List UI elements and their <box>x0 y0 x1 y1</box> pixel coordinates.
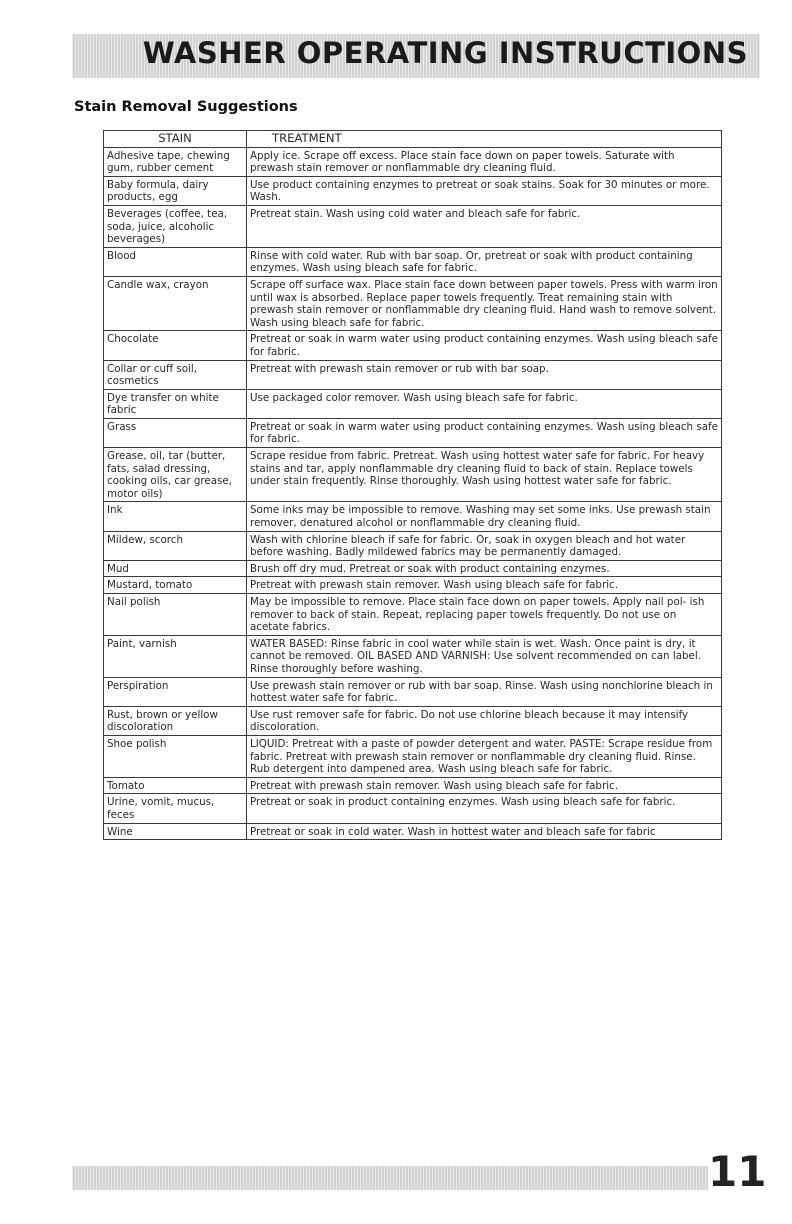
treatment-cell: Apply ice. Scrape off excess. Place stain face down on paper towels. Saturate with prewash stain remover or nonflammable dry cleaning fluid. <box>247 147 722 176</box>
treatment-cell: Use prewash stain remover or rub with bar soap. Rinse. Wash using nonchlorine bleach in hottest water safe for fabric. <box>247 677 722 706</box>
table-row <box>104 176 722 205</box>
stain-cell: Grass <box>104 418 247 447</box>
stain-removal-table <box>103 130 722 840</box>
table-row <box>104 331 722 360</box>
stain-cell: Shoe polish <box>104 735 247 777</box>
table-row <box>104 823 722 840</box>
stain-cell: Urine, vomit, mucus, feces <box>104 794 247 823</box>
table-row <box>104 502 722 531</box>
stain-cell: Paint, varnish <box>104 635 247 677</box>
table-header-row <box>104 131 722 148</box>
stain-cell: Perspiration <box>104 677 247 706</box>
treatment-cell: Pretreat or soak in cold water. Wash in hottest water and bleach safe for fabric <box>247 823 722 840</box>
table-row <box>104 777 722 794</box>
treatment-cell: Pretreat with prewash stain remover. Wash using bleach safe for fabric. <box>247 577 722 594</box>
footer-band <box>72 1166 708 1190</box>
table-row <box>104 706 722 735</box>
treatment-cell: Use packaged color remover. Wash using bleach safe for fabric. <box>247 389 722 418</box>
table-row <box>104 735 722 777</box>
stain-cell: Adhesive tape, chewing gum, rubber cement <box>104 147 247 176</box>
table-row <box>104 635 722 677</box>
table-row <box>104 560 722 577</box>
treatment-cell: Pretreat with prewash stain remover. Wash using bleach safe for fabric. <box>247 777 722 794</box>
table-row <box>104 677 722 706</box>
section-title: Stain Removal Suggestions <box>74 99 298 115</box>
table-row <box>104 418 722 447</box>
treatment-cell: Pretreat stain. Wash using cold water and bleach safe for fabric. <box>247 205 722 247</box>
stain-column-header: STAIN <box>104 131 247 148</box>
stain-cell: Nail polish <box>104 594 247 636</box>
table-row <box>104 147 722 176</box>
page-title: WASHER OPERATING INSTRUCTIONS <box>142 36 748 70</box>
stain-cell: Grease, oil, tar (butter, fats, salad dressing, cooking oils, car grease, motor oils) <box>104 448 247 502</box>
treatment-cell: Pretreat with prewash stain remover or rub with bar soap. <box>247 360 722 389</box>
stain-cell: Ink <box>104 502 247 531</box>
treatment-cell: Some inks may be impossible to remove. Washing may set some inks. Use prewash stain remover, denatured alcohol or nonflammable dry cleaning fluid. <box>247 502 722 531</box>
treatment-cell: Rinse with cold water. Rub with bar soap. Or, pretreat or soak with product containing enzymes. Wash using bleach safe for fabric. <box>247 247 722 276</box>
page-number: 11 <box>708 1147 767 1196</box>
table-row <box>104 205 722 247</box>
stain-cell: Dye transfer on white fabric <box>104 389 247 418</box>
table-row <box>104 794 722 823</box>
stain-cell: Beverages (coffee, tea, soda, juice, alcoholic beverages) <box>104 205 247 247</box>
treatment-cell: Pretreat or soak in warm water using product containing enzymes. Wash using bleach safe for fabric. <box>247 418 722 447</box>
treatment-cell: Pretreat or soak in warm water using product containing enzymes. Wash using bleach safe for fabric. <box>247 331 722 360</box>
table-row <box>104 594 722 636</box>
stain-cell: Wine <box>104 823 247 840</box>
table-row <box>104 577 722 594</box>
treatment-cell: May be impossible to remove. Place stain face down on paper towels. Apply nail pol- ish remover to back of stain. Repeat, replacing paper towels frequently. Do not use on acetate fabrics. <box>247 594 722 636</box>
table-body <box>104 147 722 840</box>
treatment-cell: LIQUID: Pretreat with a paste of powder detergent and water. PASTE: Scrape residue from fabric. Pretreat with prewash stain remover or nonflammable dry cleaning fluid. Rinse. Rub detergent into dampened area. Wash using bleach safe for fabric. <box>247 735 722 777</box>
stain-cell: Tomato <box>104 777 247 794</box>
table-row <box>104 360 722 389</box>
stain-cell: Chocolate <box>104 331 247 360</box>
treatment-cell: Pretreat or soak in product containing enzymes. Wash using bleach safe for fabric. <box>247 794 722 823</box>
stain-cell: Baby formula, dairy products, egg <box>104 176 247 205</box>
table-row <box>104 276 722 330</box>
stain-cell: Rust, brown or yellow discoloration <box>104 706 247 735</box>
treatment-cell: WATER BASED: Rinse fabric in cool water while stain is wet. Wash. Once paint is dry, it cannot be removed. OIL BASED AND VARNISH: Use solvent recommended on can label. Rinse thoroughly before washing. <box>247 635 722 677</box>
treatment-cell: Use product containing enzymes to pretreat or soak stains. Soak for 30 minutes or more. Wash. <box>247 176 722 205</box>
table-row <box>104 531 722 560</box>
treatment-column-header: TREATMENT <box>247 131 722 148</box>
stain-cell: Mustard, tomato <box>104 577 247 594</box>
treatment-cell: Scrape off surface wax. Place stain face down between paper towels. Press with warm iron until wax is absorbed. Replace paper towels frequently. Treat remaining stain with prewash stain remover or nonflammable dry cleaning fluid. Hand wash to remove solvent. Wash using bleach safe for fabric. <box>247 276 722 330</box>
treatment-cell: Wash with chlorine bleach if safe for fabric. Or, soak in oxygen bleach and hot water before washing. Badly mildewed fabrics may be permanently damaged. <box>247 531 722 560</box>
stain-cell: Collar or cuff soil, cosmetics <box>104 360 247 389</box>
table-row <box>104 389 722 418</box>
treatment-cell: Brush off dry mud. Pretreat or soak with product containing enzymes. <box>247 560 722 577</box>
header-band <box>72 34 760 78</box>
stain-cell: Mud <box>104 560 247 577</box>
treatment-cell: Scrape residue from fabric. Pretreat. Wash using hottest water safe for fabric. For heavy stains and tar, apply nonflammable dry cleaning fluid to back of stain. Replace towels under stain frequently. Rinse thoroughly. Wash using hottest water safe for fabric. <box>247 448 722 502</box>
stain-cell: Mildew, scorch <box>104 531 247 560</box>
stain-cell: Blood <box>104 247 247 276</box>
table-row <box>104 247 722 276</box>
stain-cell: Candle wax, crayon <box>104 276 247 330</box>
treatment-cell: Use rust remover safe for fabric. Do not use chlorine bleach because it may intensify discoloration. <box>247 706 722 735</box>
table-row <box>104 448 722 502</box>
